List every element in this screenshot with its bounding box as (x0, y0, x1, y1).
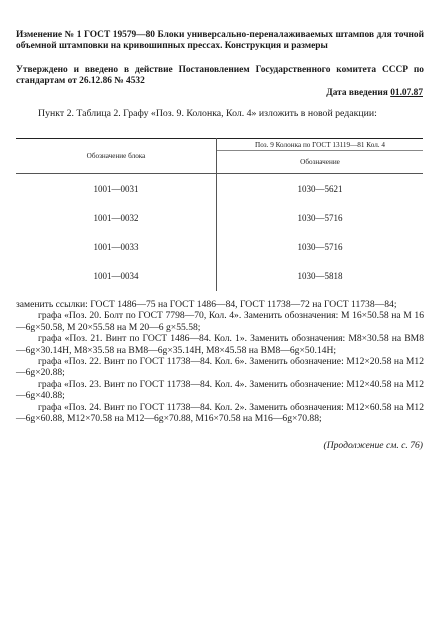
table-row (16, 203, 423, 232)
paragraph: графа «Поз. 22. Винт по ГОСТ 11738—84. Кол. 6». Заменить обозначение: М12×20.58 на М12—6g×20.88; (16, 356, 424, 379)
cell-block: 1001—0032 (16, 203, 217, 232)
col-header-block: Обозначение блока (16, 139, 217, 174)
cell-block: 1001—0033 (16, 232, 217, 261)
designation-table (16, 138, 423, 291)
change-heading: Изменение № 1 ГОСТ 19579—80 Блоки универсально-переналаживаемых штампов для точной объемной штамповки на кривошипных прессах. Конструкция и размеры (16, 30, 424, 51)
paragraph: графа «Поз. 21. Винт по ГОСТ 1486—84. Кол. 1». Заменить обозначения: М8×30.58 на ВМ8—6g×30.14Н, М8×35.58 на ВМ8—6g×35.14Н, М8×45.58 на ВМ8—6g×50.14Н; (16, 333, 424, 356)
cell-block: 1001—0031 (16, 174, 217, 204)
effective-date-value: 01.07.87 (390, 88, 423, 98)
paragraph: заменить ссылки: ГОСТ 1486—75 на ГОСТ 1486—84, ГОСТ 11738—72 на ГОСТ 11738—84; (16, 299, 397, 310)
cell-block: 1001—0034 (16, 262, 217, 291)
table-row (16, 174, 423, 204)
intro-paragraph: Пункт 2. Таблица 2. Графу «Поз. 9. Колонка, Кол. 4» изложить в новой редакции: (38, 108, 377, 119)
cell-designation: 1030—5716 (297, 241, 343, 252)
col-header-designation: Обозначение (217, 151, 424, 174)
col-header-column-ref: Поз. 9 Колонка по ГОСТ 13119—81 Кол. 4 (217, 139, 424, 151)
effective-date-line (16, 88, 423, 98)
paragraph: графа «Поз. 23. Винт по ГОСТ 11738—84. Кол. 4». Заменить обозначение: М12×40.58 на М12—6g×40.88; (16, 378, 424, 402)
amendment-text (16, 299, 424, 424)
cell-designation: 1030—5621 (297, 183, 343, 194)
table-row (16, 232, 423, 261)
effective-date-label: Дата введения (326, 88, 388, 98)
continuation-note: (Продолжение см. с. 76) (323, 440, 423, 451)
table-row (16, 262, 423, 291)
approval-statement: Утверждено и введено в действие Постановлением Государственного комитета СССР по стандартам от 26.12.86 № 4532 (16, 65, 424, 86)
paragraph: графа «Поз. 24. Винт по ГОСТ 11738—84. Кол. 2». Заменить обозначения: М12×60.58 на М12—6g×60.88, М12×70.58 на М12—6g×70.88, М16×70.58 на М16—6g×70.88; (16, 401, 424, 425)
cell-designation: 1030—5716 (297, 212, 343, 223)
cell-designation: 1030—5818 (297, 271, 343, 282)
paragraph: графа «Поз. 20. Болт по ГОСТ 7798—70, Кол. 4». Заменить обозначения: М 16×50.58 на М 16—6g×50.58, М 20×55.58 на М 20—6 g×55.58; (16, 310, 424, 333)
